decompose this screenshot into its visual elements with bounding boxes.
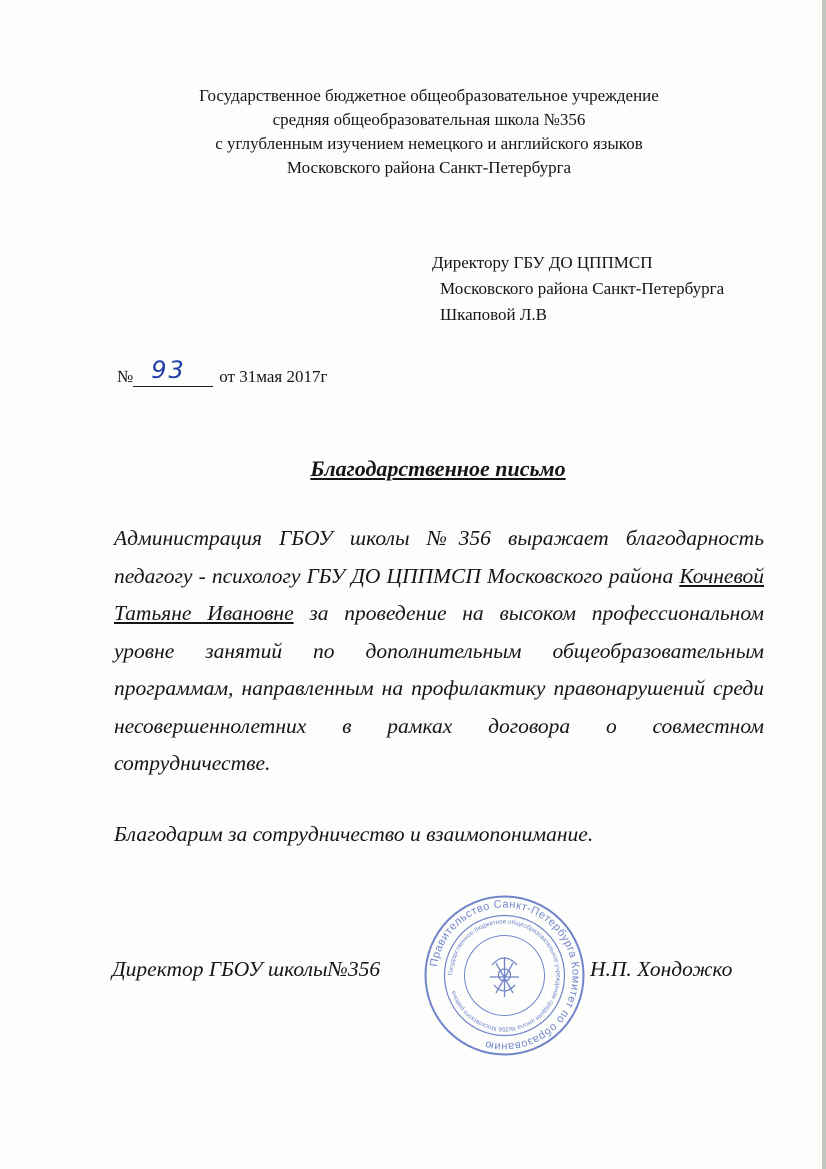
svg-text:Государственное бюджетное обще: Государственное бюджетное общеобразовательное учреждение средняя школа №356 Московского района [447, 918, 562, 1033]
addressee-block [432, 250, 724, 328]
header-line-2: средняя общеобразовательная школа №356 [272, 110, 586, 129]
body-part-2: за проведение на высоком профессиональном уровне занятий по дополнительным общеобразовательным программам, направленным на профилактику правонарушений среди несовершеннолетних в рамках договора о совместном сотрудничестве. [114, 601, 764, 775]
header-line-1: Государственное бюджетное общеобразовательное учреждение [199, 86, 659, 105]
letter-title-text: Благодарственное письмо [310, 456, 566, 481]
handwritten-number: 93 [151, 356, 186, 384]
svg-text:Правительство Санкт-Петербурга: Правительство Санкт-Петербурга Комитет по образованию [428, 898, 582, 1053]
addressee-line-1: Директору ГБУ ДО ЦППМСП [432, 253, 653, 272]
header-line-3: с углубленным изучением немецкого и английского языков [215, 134, 643, 153]
header-line-4: Московского района Санкт-Петербурга [286, 158, 572, 177]
institution-header [0, 84, 826, 180]
body-paragraph [114, 520, 764, 783]
recipient-name: Кочневой Татьяне Ивановне [114, 563, 764, 625]
letter-body [114, 520, 764, 783]
addressee-line-3: Шкаповой Л.В [440, 305, 547, 324]
signatory-name: Н.П. Хондожко [590, 957, 733, 981]
official-stamp [422, 893, 587, 1058]
number-sign: № [117, 367, 134, 386]
addressee-line-2: Московского района Санкт-Петербурга [440, 279, 725, 298]
body-part-1: Администрация ГБОУ школы №356 выражает благодарность педагогу - психологу ГБУ ДО ЦППМСП Московского района [114, 526, 764, 588]
signatory-position: Директор ГБОУ школы№356 [112, 957, 381, 981]
number-blank [133, 356, 213, 387]
letter-title [0, 456, 826, 482]
document-number-line [117, 356, 328, 387]
document-date: от 31мая 2017г [219, 367, 328, 386]
thanks-line: Благодарим за сотрудничество и взаимопонимание. [114, 822, 594, 846]
